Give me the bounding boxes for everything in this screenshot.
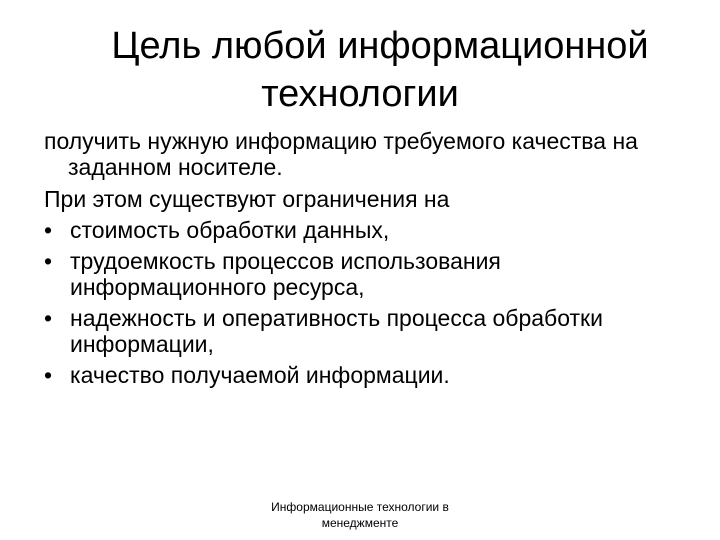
list-item bbox=[44, 362, 684, 388]
footer-line-2: менеджменте bbox=[321, 516, 399, 530]
bullet-icon: • bbox=[44, 217, 53, 243]
constraints-list bbox=[44, 217, 684, 388]
goal-paragraph: получить нужную информацию требуемого качества на заданном носителе. bbox=[44, 128, 638, 180]
slide-title-line-1: Цель любой информационной bbox=[111, 25, 649, 67]
list-item-text: стоимость обработки данных, bbox=[70, 217, 390, 243]
list-item bbox=[44, 217, 684, 243]
slide-body bbox=[44, 128, 684, 393]
list-item-text: качество получаемой информации. bbox=[70, 362, 450, 388]
list-item-text: трудоемкость процессов использования информационного ресурса, bbox=[70, 248, 501, 300]
footer-line-1: Информационные технологии в bbox=[271, 500, 449, 514]
bullet-icon: • bbox=[44, 362, 53, 388]
bullet-icon: • bbox=[44, 305, 53, 331]
slide-title bbox=[40, 22, 680, 118]
slide-footer bbox=[232, 499, 488, 531]
constraints-intro: При этом существуют ограничения на bbox=[44, 186, 450, 212]
bullet-icon: • bbox=[44, 248, 53, 274]
slide-title-line-2: технологии bbox=[261, 73, 459, 115]
list-item-text: надежность и оперативность процесса обработки информации, bbox=[70, 305, 603, 357]
list-item bbox=[44, 305, 684, 357]
list-item bbox=[44, 248, 684, 300]
